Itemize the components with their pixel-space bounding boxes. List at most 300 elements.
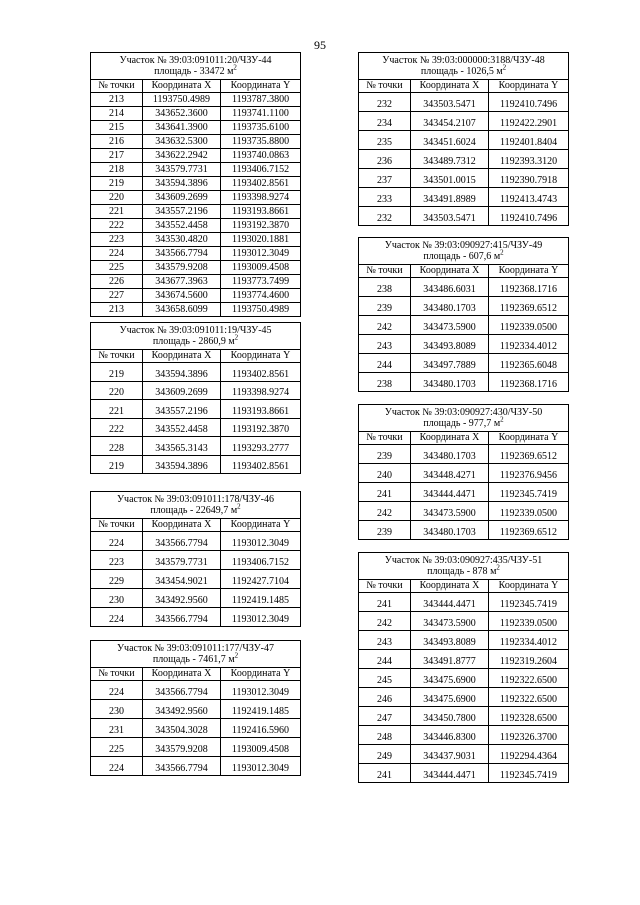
plot-title: Участок № 39:03:091011:177/ЧЗУ-47 xyxy=(116,643,275,654)
table-row xyxy=(91,261,301,275)
table-row xyxy=(359,464,569,483)
point-number: 249 xyxy=(359,745,411,764)
coord-y: 1192419.1485 xyxy=(221,589,301,608)
coord-y: 1193735.6100 xyxy=(221,121,301,135)
coord-y: 1193012.3049 xyxy=(221,247,301,261)
coord-x: 343622.2942 xyxy=(143,149,221,163)
table-row xyxy=(359,278,569,297)
plot-table xyxy=(358,404,569,540)
coord-y: 1193020.1881 xyxy=(221,233,301,247)
plot-area: площадь - 977,7 xyxy=(423,418,492,429)
table-row xyxy=(359,131,569,150)
point-number: 238 xyxy=(359,278,411,297)
header-point-number: № точки xyxy=(359,265,411,278)
coord-y: 1192401.8404 xyxy=(489,131,569,150)
header-point-number: № точки xyxy=(91,80,143,93)
coord-y: 1193293.2777 xyxy=(221,437,301,456)
table-row xyxy=(91,400,301,419)
table-row xyxy=(359,593,569,612)
coord-x: 343557.2196 xyxy=(143,205,221,219)
table-row xyxy=(91,107,301,121)
coord-y: 1192369.6512 xyxy=(489,297,569,316)
coord-y: 1193750.4989 xyxy=(221,303,301,317)
coord-y: 1192339.0500 xyxy=(489,612,569,631)
header-coord-y: Координата Y xyxy=(489,580,569,593)
coord-y: 1192410.7496 xyxy=(489,93,569,112)
point-number: 224 xyxy=(91,681,143,700)
point-number: 229 xyxy=(91,570,143,589)
coord-x: 343594.3896 xyxy=(143,363,221,382)
coord-y: 1192294.4364 xyxy=(489,745,569,764)
table-row xyxy=(91,381,301,400)
point-number: 228 xyxy=(91,437,143,456)
header-coord-y: Координата Y xyxy=(489,265,569,278)
table-row xyxy=(359,373,569,392)
header-point-number: № точки xyxy=(91,519,143,532)
coord-y: 1193193.8661 xyxy=(221,400,301,419)
point-number: 219 xyxy=(91,177,143,191)
table-row xyxy=(91,191,301,205)
coord-x: 343491.8777 xyxy=(411,650,489,669)
coord-y: 1193406.7152 xyxy=(221,163,301,177)
coord-x: 343566.7794 xyxy=(143,247,221,261)
page-number: 95 xyxy=(314,38,326,52)
point-number: 217 xyxy=(91,149,143,163)
coord-x: 343454.9021 xyxy=(143,570,221,589)
header-point-number: № точки xyxy=(91,668,143,681)
coord-y: 1193787.3800 xyxy=(221,93,301,107)
coord-y: 1192419.1485 xyxy=(221,700,301,719)
coord-x: 343566.7794 xyxy=(143,532,221,551)
point-number: 213 xyxy=(91,93,143,107)
table-row xyxy=(91,570,301,589)
coord-y: 1193012.3049 xyxy=(221,532,301,551)
coord-y: 1193012.3049 xyxy=(221,681,301,700)
header-coord-y: Координата Y xyxy=(221,350,301,363)
coord-x: 343579.7731 xyxy=(143,551,221,570)
point-number: 224 xyxy=(91,247,143,261)
coord-y: 1193773.7499 xyxy=(221,275,301,289)
coord-y: 1193012.3049 xyxy=(221,757,301,776)
point-number: 222 xyxy=(91,219,143,233)
point-number: 241 xyxy=(359,593,411,612)
coord-y: 1192369.6512 xyxy=(489,521,569,540)
table-row xyxy=(91,455,301,474)
table-row xyxy=(359,745,569,764)
plot-area: площадь - 2860,9 xyxy=(152,336,226,347)
point-number: 226 xyxy=(91,275,143,289)
table-row xyxy=(91,233,301,247)
point-number: 221 xyxy=(91,205,143,219)
table-row xyxy=(91,738,301,757)
point-number: 223 xyxy=(91,233,143,247)
point-number: 230 xyxy=(91,700,143,719)
point-number: 232 xyxy=(359,93,411,112)
plot-table xyxy=(358,237,569,392)
point-number: 239 xyxy=(359,297,411,316)
header-coord-x: Координата X xyxy=(411,432,489,445)
table-row xyxy=(359,316,569,335)
coord-x: 343492.9560 xyxy=(143,589,221,608)
table-row xyxy=(91,608,301,627)
point-number: 237 xyxy=(359,169,411,188)
coord-x: 343504.3028 xyxy=(143,719,221,738)
point-number: 242 xyxy=(359,612,411,631)
table-row xyxy=(91,205,301,219)
plot-table xyxy=(358,52,569,226)
table-row xyxy=(359,354,569,373)
plot-table xyxy=(90,322,301,474)
coord-y: 1192334.4012 xyxy=(489,631,569,650)
coord-x: 343641.3900 xyxy=(143,121,221,135)
header-coord-x: Координата X xyxy=(143,80,221,93)
table-row xyxy=(91,532,301,551)
table-row xyxy=(359,207,569,226)
header-coord-x: Координата X xyxy=(143,519,221,532)
plot-title: Участок № 39:03:091011:19/ЧЗУ-45 xyxy=(119,325,272,336)
coord-y: 1193735.8800 xyxy=(221,135,301,149)
point-number: 242 xyxy=(359,502,411,521)
point-number: 218 xyxy=(91,163,143,177)
area-unit-exponent: 2 xyxy=(237,502,241,511)
header-coord-x: Координата X xyxy=(411,80,489,93)
plot-title: Участок № 39:03:090927:430/ЧЗУ-50 xyxy=(384,407,543,418)
coord-y: 1192369.6512 xyxy=(489,445,569,464)
table-row xyxy=(359,688,569,707)
plot-table xyxy=(90,640,301,776)
coord-y: 1192322.6500 xyxy=(489,688,569,707)
coord-x: 343503.5471 xyxy=(411,93,489,112)
coord-x: 343566.7794 xyxy=(143,757,221,776)
point-number: 231 xyxy=(91,719,143,738)
point-number: 223 xyxy=(91,551,143,570)
table-row xyxy=(359,612,569,631)
coord-x: 343566.7794 xyxy=(143,608,221,627)
point-number: 239 xyxy=(359,521,411,540)
area-unit: м xyxy=(490,566,497,577)
coord-x: 343480.1703 xyxy=(411,521,489,540)
coord-y: 1193774.4600 xyxy=(221,289,301,303)
point-number: 225 xyxy=(91,261,143,275)
header-coord-x: Координата X xyxy=(411,265,489,278)
point-number: 241 xyxy=(359,764,411,783)
coord-y: 1192326.3700 xyxy=(489,726,569,745)
coord-x: 343444.4471 xyxy=(411,764,489,783)
coord-x: 343557.2196 xyxy=(143,400,221,419)
area-unit-exponent: 2 xyxy=(233,63,237,72)
table-row xyxy=(359,93,569,112)
point-number: 219 xyxy=(91,455,143,474)
area-unit: м xyxy=(228,654,235,665)
coord-x: 343475.6900 xyxy=(411,669,489,688)
coord-y: 1192345.7419 xyxy=(489,483,569,502)
point-number: 247 xyxy=(359,707,411,726)
table-row xyxy=(359,521,569,540)
table-row xyxy=(359,483,569,502)
header-point-number: № точки xyxy=(359,432,411,445)
area-unit: м xyxy=(230,505,238,516)
point-number: 241 xyxy=(359,483,411,502)
point-number: 244 xyxy=(359,650,411,669)
point-number: 220 xyxy=(91,191,143,205)
table-row xyxy=(359,631,569,650)
coord-y: 1193398.9274 xyxy=(221,381,301,400)
coord-y: 1192410.7496 xyxy=(489,207,569,226)
coord-x: 343473.5900 xyxy=(411,612,489,631)
plot-table xyxy=(90,491,301,627)
point-number: 214 xyxy=(91,107,143,121)
plot-table xyxy=(90,52,301,317)
point-number: 238 xyxy=(359,373,411,392)
plot-title-cell xyxy=(91,641,301,668)
point-number: 224 xyxy=(91,532,143,551)
area-unit-exponent: 2 xyxy=(234,651,239,660)
plot-title: Участок № 39:03:090927:415/ЧЗУ-49 xyxy=(384,240,543,251)
table-row xyxy=(91,681,301,700)
point-number: 230 xyxy=(91,589,143,608)
coord-y: 1192322.6500 xyxy=(489,669,569,688)
point-number: 244 xyxy=(359,354,411,373)
point-number: 221 xyxy=(91,400,143,419)
coord-y: 1192422.2901 xyxy=(489,112,569,131)
table-row xyxy=(91,437,301,456)
coord-y: 1192339.0500 xyxy=(489,502,569,521)
table-row xyxy=(359,169,569,188)
table-row xyxy=(91,93,301,107)
point-number: 235 xyxy=(359,131,411,150)
coord-y: 1193009.4508 xyxy=(221,261,301,275)
coord-x: 343501.0015 xyxy=(411,169,489,188)
plot-area: площадь - 33472 xyxy=(154,66,225,77)
header-coord-y: Координата Y xyxy=(489,80,569,93)
coord-x: 343609.2699 xyxy=(143,381,221,400)
table-row xyxy=(91,149,301,163)
coord-x: 343451.6024 xyxy=(411,131,489,150)
coord-x: 343473.5900 xyxy=(411,502,489,521)
table-row xyxy=(359,502,569,521)
coord-x: 343552.4458 xyxy=(143,418,221,437)
table-row xyxy=(91,700,301,719)
point-number: 248 xyxy=(359,726,411,745)
header-coord-x: Координата X xyxy=(143,668,221,681)
coord-y: 1193406.7152 xyxy=(221,551,301,570)
point-number: 245 xyxy=(359,669,411,688)
header-coord-y: Координата Y xyxy=(221,80,301,93)
coord-x: 343609.2699 xyxy=(143,191,221,205)
coord-y: 1193402.8561 xyxy=(221,177,301,191)
coord-x: 343473.5900 xyxy=(411,316,489,335)
coord-y: 1193192.3870 xyxy=(221,418,301,437)
coord-y: 1192416.5960 xyxy=(221,719,301,738)
plot-area: площадь - 607,6 xyxy=(423,251,492,262)
table-row xyxy=(91,121,301,135)
coord-y: 1192368.1716 xyxy=(489,278,569,297)
area-unit-exponent: 2 xyxy=(234,333,239,342)
coord-x: 343480.1703 xyxy=(411,297,489,316)
coord-x: 343437.9031 xyxy=(411,745,489,764)
table-row xyxy=(91,135,301,149)
coord-x: 343566.7794 xyxy=(143,681,221,700)
coord-y: 1193402.8561 xyxy=(221,363,301,382)
coord-y: 1193012.3049 xyxy=(221,608,301,627)
table-row xyxy=(91,719,301,738)
coord-x: 343503.5471 xyxy=(411,207,489,226)
coord-x: 343652.3600 xyxy=(143,107,221,121)
point-number: 227 xyxy=(91,289,143,303)
table-row xyxy=(91,247,301,261)
plot-title: Участок № 39:03:000000:3188/ЧЗУ-48 xyxy=(382,55,545,66)
plot-title: Участок № 39:03:091011:20/ЧЗУ-44 xyxy=(119,55,272,66)
area-unit: м xyxy=(228,336,235,347)
header-coord-y: Координата Y xyxy=(489,432,569,445)
area-unit-exponent: 2 xyxy=(502,63,507,72)
plot-title-cell xyxy=(91,53,301,80)
point-number: 246 xyxy=(359,688,411,707)
coord-x: 343448.4271 xyxy=(411,464,489,483)
point-number: 224 xyxy=(91,608,143,627)
point-number: 233 xyxy=(359,188,411,207)
coord-x: 343674.5600 xyxy=(143,289,221,303)
point-number: 243 xyxy=(359,631,411,650)
table-row xyxy=(359,335,569,354)
table-row xyxy=(91,163,301,177)
coord-y: 1192413.4743 xyxy=(489,188,569,207)
point-number: 225 xyxy=(91,738,143,757)
table-row xyxy=(91,757,301,776)
coord-y: 1192365.6048 xyxy=(489,354,569,373)
coord-y: 1193192.3870 xyxy=(221,219,301,233)
table-row xyxy=(91,219,301,233)
coord-y: 1192334.4012 xyxy=(489,335,569,354)
coord-y: 1192393.3120 xyxy=(489,150,569,169)
coord-x: 343444.4471 xyxy=(411,483,489,502)
coord-y: 1192339.0500 xyxy=(489,316,569,335)
table-row xyxy=(359,188,569,207)
coord-x: 343450.7800 xyxy=(411,707,489,726)
coord-y: 1193402.8561 xyxy=(221,455,301,474)
area-unit-exponent: 2 xyxy=(500,248,504,257)
table-row xyxy=(91,589,301,608)
coord-y: 1193741.1100 xyxy=(221,107,301,121)
point-number: 215 xyxy=(91,121,143,135)
coord-x: 343579.9208 xyxy=(143,738,221,757)
header-coord-x: Координата X xyxy=(143,350,221,363)
coord-x: 343489.7312 xyxy=(411,150,489,169)
area-unit-exponent: 2 xyxy=(496,563,500,572)
coord-y: 1192376.9456 xyxy=(489,464,569,483)
table-row xyxy=(359,764,569,783)
plot-title-cell xyxy=(359,405,569,432)
plot-title: Участок № 39:03:091011:178/ЧЗУ-46 xyxy=(116,494,275,505)
plot-title-cell xyxy=(359,553,569,580)
point-number: 242 xyxy=(359,316,411,335)
point-number: 234 xyxy=(359,112,411,131)
coord-x: 343658.6099 xyxy=(143,303,221,317)
table-row xyxy=(91,363,301,382)
point-number: 236 xyxy=(359,150,411,169)
plot-area: площадь - 22649,7 xyxy=(150,505,229,516)
table-row xyxy=(359,650,569,669)
plot-title-cell xyxy=(359,238,569,265)
point-number: 220 xyxy=(91,381,143,400)
coord-x: 343579.9208 xyxy=(143,261,221,275)
coord-y: 1193193.8661 xyxy=(221,205,301,219)
table-row xyxy=(91,418,301,437)
area-unit-exponent: 2 xyxy=(500,415,504,424)
plot-title: Участок № 39:03:090927:435/ЧЗУ-51 xyxy=(384,555,543,566)
point-number: 239 xyxy=(359,445,411,464)
plot-area: площадь - 1026,5 xyxy=(420,66,494,77)
coord-x: 343444.4471 xyxy=(411,593,489,612)
coord-x: 1193750.4989 xyxy=(143,93,221,107)
point-number: 222 xyxy=(91,418,143,437)
point-number: 219 xyxy=(91,363,143,382)
coord-x: 343677.3963 xyxy=(143,275,221,289)
coord-x: 343493.8089 xyxy=(411,631,489,650)
header-point-number: № точки xyxy=(359,80,411,93)
coord-x: 343454.2107 xyxy=(411,112,489,131)
header-coord-x: Координата X xyxy=(411,580,489,593)
header-coord-y: Координата Y xyxy=(221,519,301,532)
plot-table xyxy=(358,552,569,783)
coord-x: 343594.3896 xyxy=(143,455,221,474)
coord-y: 1192390.7918 xyxy=(489,169,569,188)
coord-x: 343579.7731 xyxy=(143,163,221,177)
coord-x: 343491.8989 xyxy=(411,188,489,207)
coord-x: 343552.4458 xyxy=(143,219,221,233)
coord-y: 1192427.7104 xyxy=(221,570,301,589)
coord-x: 343492.9560 xyxy=(143,700,221,719)
header-point-number: № точки xyxy=(359,580,411,593)
coord-x: 343565.3143 xyxy=(143,437,221,456)
coord-y: 1192368.1716 xyxy=(489,373,569,392)
point-number: 240 xyxy=(359,464,411,483)
header-point-number: № точки xyxy=(91,350,143,363)
table-row xyxy=(91,551,301,570)
coord-x: 343530.4820 xyxy=(143,233,221,247)
coord-y: 1193740.0863 xyxy=(221,149,301,163)
coord-x: 343475.6900 xyxy=(411,688,489,707)
table-row xyxy=(359,669,569,688)
table-row xyxy=(359,150,569,169)
table-row xyxy=(91,177,301,191)
table-row xyxy=(359,112,569,131)
coord-y: 1193009.4508 xyxy=(221,738,301,757)
area-unit: м xyxy=(493,418,501,429)
area-unit: м xyxy=(493,251,501,262)
table-row xyxy=(359,726,569,745)
coord-x: 343480.1703 xyxy=(411,445,489,464)
coord-x: 343594.3896 xyxy=(143,177,221,191)
point-number: 216 xyxy=(91,135,143,149)
plot-title-cell xyxy=(91,323,301,350)
point-number: 232 xyxy=(359,207,411,226)
header-coord-y: Координата Y xyxy=(221,668,301,681)
table-row xyxy=(91,289,301,303)
plot-title-cell xyxy=(91,492,301,519)
table-row xyxy=(359,445,569,464)
plot-area: площадь - 7461,7 xyxy=(152,654,226,665)
table-row xyxy=(91,275,301,289)
coord-x: 343446.8300 xyxy=(411,726,489,745)
coord-x: 343486.6031 xyxy=(411,278,489,297)
coord-y: 1192345.7419 xyxy=(489,593,569,612)
table-row xyxy=(359,707,569,726)
point-number: 243 xyxy=(359,335,411,354)
coord-x: 343480.1703 xyxy=(411,373,489,392)
coord-y: 1192319.2604 xyxy=(489,650,569,669)
coord-y: 1192328.6500 xyxy=(489,707,569,726)
